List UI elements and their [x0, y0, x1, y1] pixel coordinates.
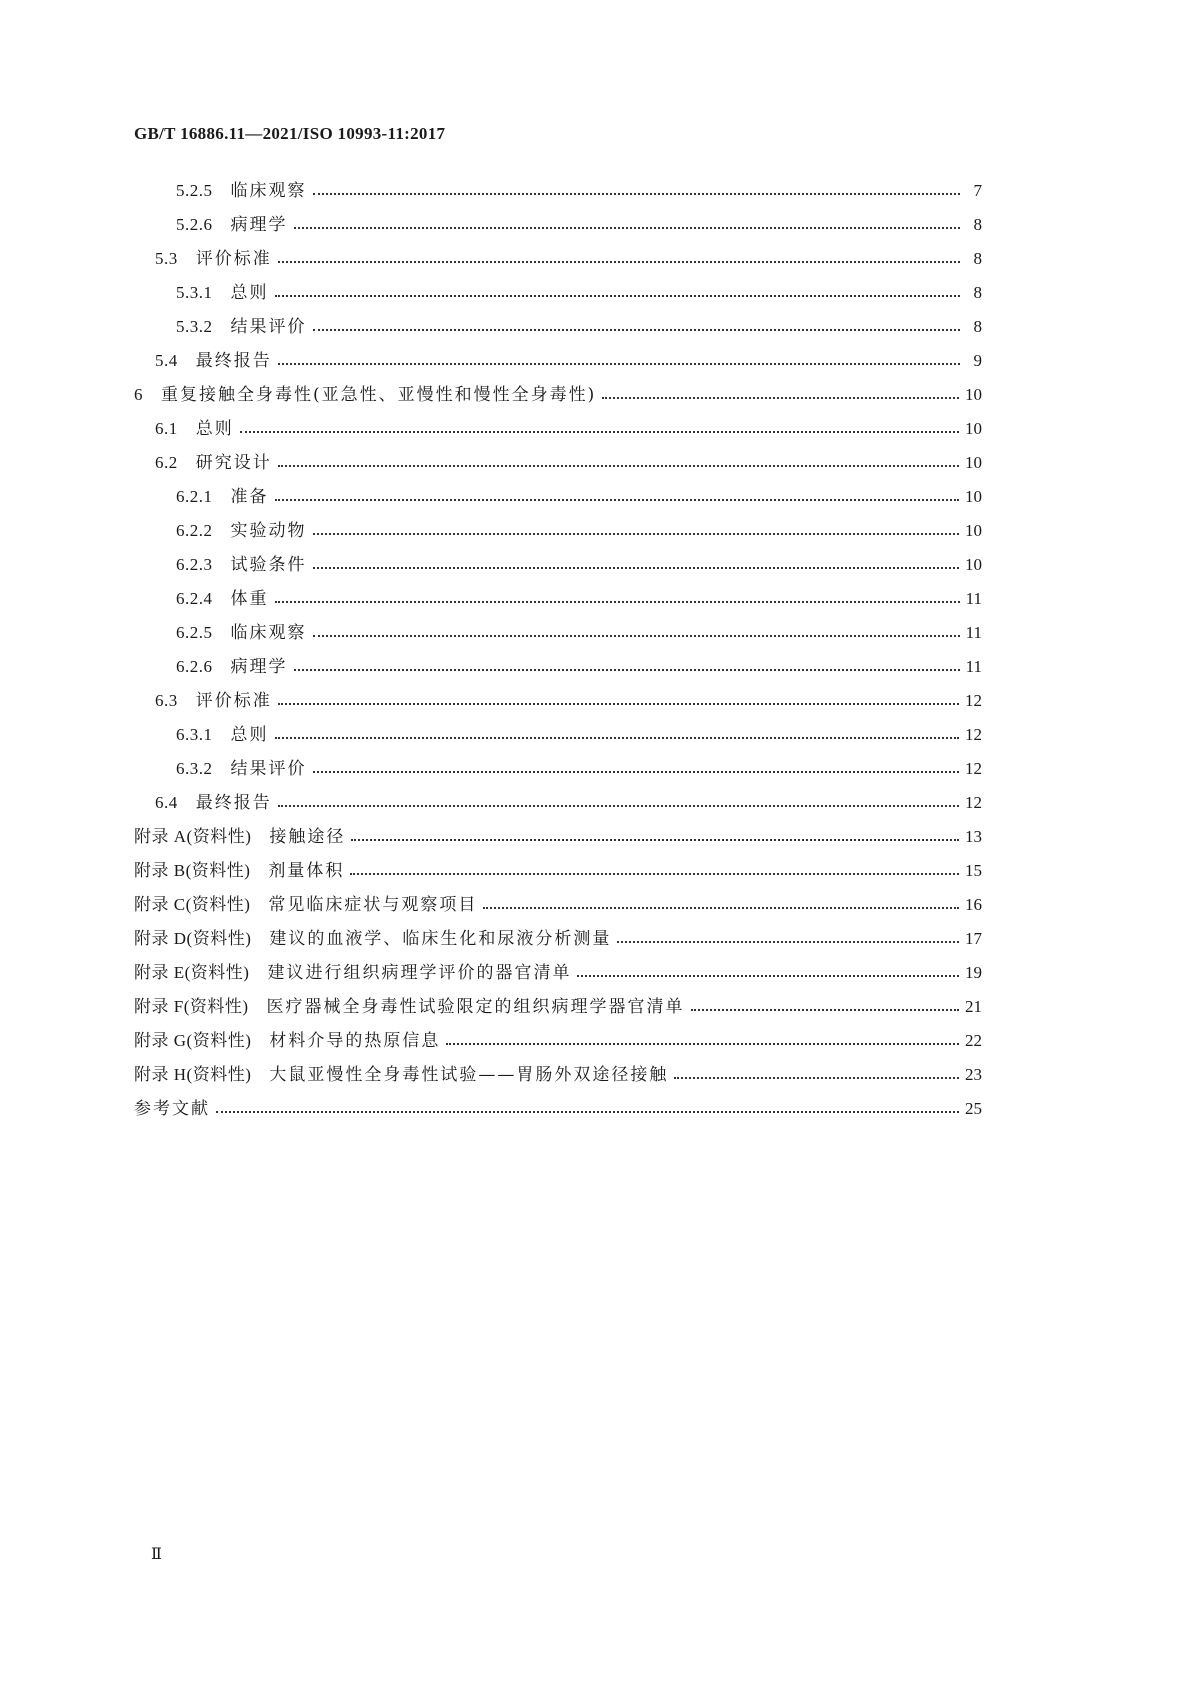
- toc-entry-number: 5.4: [155, 351, 178, 370]
- toc-entry[interactable]: [134, 1026, 982, 1056]
- toc-entry[interactable]: [176, 550, 982, 580]
- toc-dot-leader: [350, 856, 959, 886]
- toc-dot-leader: [294, 652, 960, 682]
- toc-dot-leader: [577, 958, 959, 988]
- toc-entry-number: 6.3: [155, 691, 178, 710]
- toc-dot-leader: [313, 312, 961, 342]
- toc-dot-leader: [278, 686, 959, 716]
- toc-entry[interactable]: [155, 414, 982, 444]
- toc-entry-title: 评价标准: [195, 249, 272, 269]
- toc-entry-number: 6.2.6: [176, 657, 213, 676]
- toc-entry-title: 剂量体积: [268, 861, 345, 881]
- toc-entry-number: 6.3.2: [176, 759, 213, 778]
- toc-entry-title: 总则: [195, 419, 234, 439]
- toc-entry[interactable]: [155, 686, 982, 716]
- toc-entry-title: 常见临床症状与观察项目: [268, 895, 478, 915]
- toc-entry-page: 7: [973, 181, 982, 200]
- toc-entry-number: 附录 C(资料性): [134, 895, 251, 914]
- toc-entry-title: 体重: [230, 589, 269, 609]
- toc-entry-number: 6.2.5: [176, 623, 213, 642]
- toc-entry-title: 重复接触全身毒性(亚急性、亚慢性和慢性全身毒性): [161, 385, 597, 405]
- toc-entry-number: 附录 F(资料性): [134, 997, 249, 1016]
- toc-entry-page: 21: [965, 997, 982, 1016]
- toc-dot-leader: [275, 482, 960, 512]
- toc-entry-title: 临床观察: [230, 623, 307, 643]
- toc-entry[interactable]: [176, 754, 982, 784]
- toc-entry[interactable]: [155, 448, 982, 478]
- toc-entry-number: 6.2.2: [176, 521, 213, 540]
- toc-entry-number: 6.2.1: [176, 487, 213, 506]
- toc-entry-page: 12: [965, 759, 982, 778]
- toc-entry-title: 参考文献: [134, 1099, 210, 1119]
- toc-entry-title: 大鼠亚慢性全身毒性试验——胃肠外双途径接触: [269, 1065, 669, 1085]
- toc-entry-title: 病理学: [230, 215, 288, 235]
- toc-entry-number: 5.3: [155, 249, 178, 268]
- toc-entry[interactable]: [134, 890, 982, 920]
- toc-entry-number: 6: [134, 385, 143, 404]
- page-numeral: Ⅱ: [151, 1546, 162, 1563]
- toc-entry-number: 附录 A(资料性): [134, 827, 252, 846]
- toc-entry-title: 结果评价: [230, 317, 307, 337]
- toc-dot-leader: [617, 924, 959, 954]
- toc-entry-page: 9: [973, 351, 982, 370]
- toc-dot-leader: [674, 1060, 959, 1090]
- toc-entry-number: 6.1: [155, 419, 178, 438]
- toc-dot-leader: [602, 380, 959, 410]
- toc-entry-page: 12: [965, 691, 982, 710]
- toc-entry-number: 5.3.2: [176, 317, 213, 336]
- toc-entry-title: 临床观察: [230, 181, 307, 201]
- toc-entry-page: 10: [965, 555, 982, 574]
- toc-entry[interactable]: [176, 312, 982, 342]
- document-header: [134, 124, 445, 144]
- toc-dot-leader: [275, 584, 960, 614]
- toc-entry-page: 17: [965, 929, 982, 948]
- toc-entry[interactable]: [155, 788, 982, 818]
- toc-entry[interactable]: [176, 584, 982, 614]
- toc-entry-page: 10: [965, 419, 982, 438]
- toc-entry-number: 6.2.4: [176, 589, 213, 608]
- toc-entry-title: 材料介导的热原信息: [269, 1031, 441, 1051]
- toc-entry[interactable]: [134, 958, 982, 988]
- toc-entry-page: 8: [973, 215, 982, 234]
- toc-entry-number: 5.2.5: [176, 181, 213, 200]
- toc-entry-page: 8: [973, 249, 982, 268]
- toc-entry[interactable]: [155, 244, 982, 274]
- toc-entry[interactable]: [134, 992, 982, 1022]
- toc-entry-page: 25: [965, 1099, 982, 1118]
- toc-entry[interactable]: [176, 210, 982, 240]
- toc-entry[interactable]: [176, 278, 982, 308]
- toc-entry-number: 附录 B(资料性): [134, 861, 251, 880]
- toc-entry[interactable]: [176, 720, 982, 750]
- toc-entry-number: 5.3.1: [176, 283, 213, 302]
- toc-dot-leader: [216, 1094, 959, 1124]
- toc-entry-page: 10: [965, 521, 982, 540]
- toc-entry-title: 总则: [230, 283, 269, 303]
- toc-entry-title: 准备: [230, 487, 269, 507]
- toc-entry[interactable]: [134, 1060, 982, 1090]
- toc-entry-page: 10: [965, 453, 982, 472]
- toc-entry-title: 医疗器械全身毒性试验限定的组织病理学器官清单: [266, 997, 685, 1017]
- toc-entry-title: 最终报告: [195, 793, 272, 813]
- toc-entry[interactable]: [134, 380, 982, 410]
- toc-entry[interactable]: [134, 822, 982, 852]
- toc-entry-page: 11: [965, 657, 982, 676]
- toc-dot-leader: [446, 1026, 959, 1056]
- toc-entry-title: 实验动物: [230, 521, 307, 541]
- toc-entry-number: 6.3.1: [176, 725, 213, 744]
- toc-entry-page: 8: [973, 317, 982, 336]
- toc-dot-leader: [278, 788, 959, 818]
- toc-entry-page: 10: [965, 385, 982, 404]
- toc-entry-title: 研究设计: [195, 453, 272, 473]
- toc-entry[interactable]: [176, 176, 982, 206]
- toc-entry-page: 11: [965, 589, 982, 608]
- toc-entry[interactable]: [176, 652, 982, 682]
- toc-entry-title: 评价标准: [195, 691, 272, 711]
- toc-entry-page: 19: [965, 963, 982, 982]
- toc-entry-title: 试验条件: [230, 555, 307, 575]
- toc-entry-page: 11: [965, 623, 982, 642]
- toc-dot-leader: [313, 516, 960, 546]
- toc-dot-leader: [240, 414, 959, 444]
- toc-entry-page: 16: [965, 895, 982, 914]
- toc-entry-number: 5.2.6: [176, 215, 213, 234]
- toc-entry-number: 附录 H(资料性): [134, 1065, 252, 1084]
- toc-dot-leader: [294, 210, 961, 240]
- toc-entry-number: 6.2.3: [176, 555, 213, 574]
- toc-entry-page: 10: [965, 487, 982, 506]
- toc-entry[interactable]: [134, 924, 982, 954]
- toc-entry-title: 最终报告: [195, 351, 272, 371]
- toc-entry-number: 6.2: [155, 453, 178, 472]
- toc-entry[interactable]: [134, 1094, 982, 1124]
- toc-dot-leader: [691, 992, 959, 1022]
- toc-dot-leader: [483, 890, 959, 920]
- toc-entry-page: 15: [965, 861, 982, 880]
- toc-entry-title: 建议进行组织病理学评价的器官清单: [267, 963, 572, 983]
- toc-entry-title: 建议的血液学、临床生化和尿液分析测量: [269, 929, 612, 949]
- toc-entry-title: 接触途径: [269, 827, 346, 847]
- toc-entry-title: 总则: [230, 725, 269, 745]
- toc-dot-leader: [313, 754, 960, 784]
- toc-dot-leader: [275, 278, 961, 308]
- toc-entry-page: 12: [965, 725, 982, 744]
- toc-dot-leader: [278, 244, 960, 274]
- toc-entry-page: 8: [973, 283, 982, 302]
- toc-entry-page: 23: [965, 1065, 982, 1084]
- toc-entry-title: 病理学: [230, 657, 288, 677]
- standard-number: GB/T 16886.11—2021/ISO 10993-11:2017: [134, 124, 446, 143]
- toc-entry-number: 附录 G(资料性): [134, 1031, 252, 1050]
- toc-dot-leader: [351, 822, 959, 852]
- toc-entry-page: 12: [965, 793, 982, 812]
- toc-entry-page: 13: [965, 827, 982, 846]
- toc-dot-leader: [275, 720, 960, 750]
- toc-entry[interactable]: [176, 482, 982, 512]
- toc-dot-leader: [278, 448, 959, 478]
- toc-entry-page: 22: [965, 1031, 982, 1050]
- toc-entry-number: 附录 E(资料性): [134, 963, 250, 982]
- toc-entry[interactable]: [176, 618, 982, 648]
- toc-entry-number: 附录 D(资料性): [134, 929, 252, 948]
- toc-dot-leader: [278, 346, 960, 376]
- toc-dot-leader: [313, 550, 960, 580]
- toc-dot-leader: [313, 176, 961, 206]
- toc-dot-leader: [313, 618, 960, 648]
- toc-entry-number: 6.4: [155, 793, 178, 812]
- toc-entry[interactable]: [176, 516, 982, 546]
- toc-entry-title: 结果评价: [230, 759, 307, 779]
- toc-entry[interactable]: [155, 346, 982, 376]
- toc-entry[interactable]: [134, 856, 982, 886]
